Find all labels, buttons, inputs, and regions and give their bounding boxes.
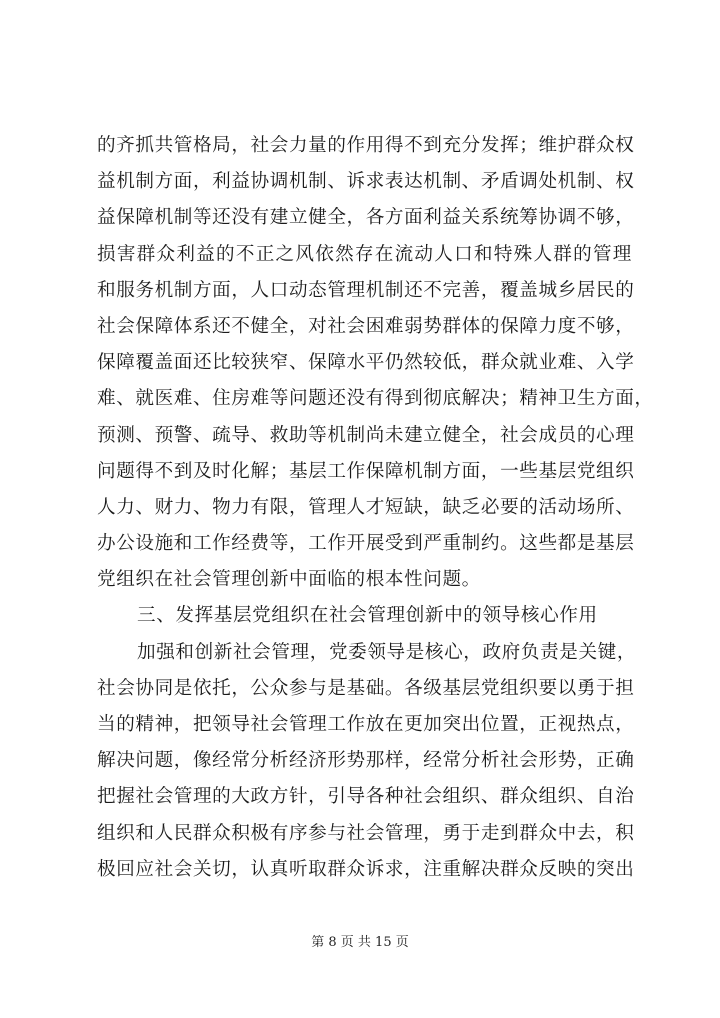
text-line: 人力、财力、物力有限，管理人才短缺，缺乏必要的活动场所、 xyxy=(97,496,635,518)
text-line: 益保障机制等还没有建立健全，各方面利益关系统筹协调不够， xyxy=(97,207,635,229)
text-line: 极回应社会关切，认真听取群众诉求，注重解决群众反映的突出 xyxy=(97,858,635,880)
text-line: 解决问题，像经常分析经济形势那样，经常分析社会形势，正确 xyxy=(97,750,635,772)
text-line: 把握社会管理的大政方针，引导各种社会组织、群众组织、自治 xyxy=(97,786,635,808)
body-text xyxy=(97,128,654,888)
section-heading: 三、发挥基层党组织在社会管理创新中的领导核心作用 xyxy=(137,605,598,627)
paragraph-first-line: 加强和创新社会管理，党委领导是核心，政府负责是关键， xyxy=(137,641,637,663)
page-number-footer: 第 8 页 共 15 页 xyxy=(311,935,409,950)
text-line: 保障覆盖面还比较狭窄、保障水平仍然较低，群众就业难、入学 xyxy=(97,352,635,374)
text-line: 难、就医难、住房难等问题还没有得到彻底解决；精神卫生方面， xyxy=(97,388,654,410)
text-line: 社会协同是依托，公众参与是基础。各级基层党组织要以勇于担 xyxy=(97,677,635,699)
text-line: 和服务机制方面，人口动态管理机制还不完善，覆盖城乡居民的 xyxy=(97,279,635,301)
text-line: 预测、预警、疏导、救助等机制尚未建立健全，社会成员的心理 xyxy=(97,424,635,446)
text-line: 办公设施和工作经费等，工作开展受到严重制约。这些都是基层 xyxy=(97,533,635,555)
text-line: 组织和人民群众积极有序参与社会管理，勇于走到群众中去，积 xyxy=(97,822,635,844)
text-line: 益机制方面，利益协调机制、诉求表达机制、矛盾调处机制、权 xyxy=(97,171,635,193)
text-line: 社会保障体系还不健全，对社会困难弱势群体的保障力度不够， xyxy=(97,315,635,337)
text-line: 的齐抓共管格局，社会力量的作用得不到充分发挥；维护群众权 xyxy=(97,135,635,156)
text-line: 损害群众利益的不正之风依然存在流动人口和特殊人群的管理 xyxy=(97,243,632,265)
text-line: 党组织在社会管理创新中面临的根本性问题。 xyxy=(97,569,481,591)
text-line: 当的精神，把领导社会管理工作放在更加突出位置，正视热点， xyxy=(97,714,635,735)
text-line: 问题得不到及时化解；基层工作保障机制方面，一些基层党组织 xyxy=(97,460,635,482)
